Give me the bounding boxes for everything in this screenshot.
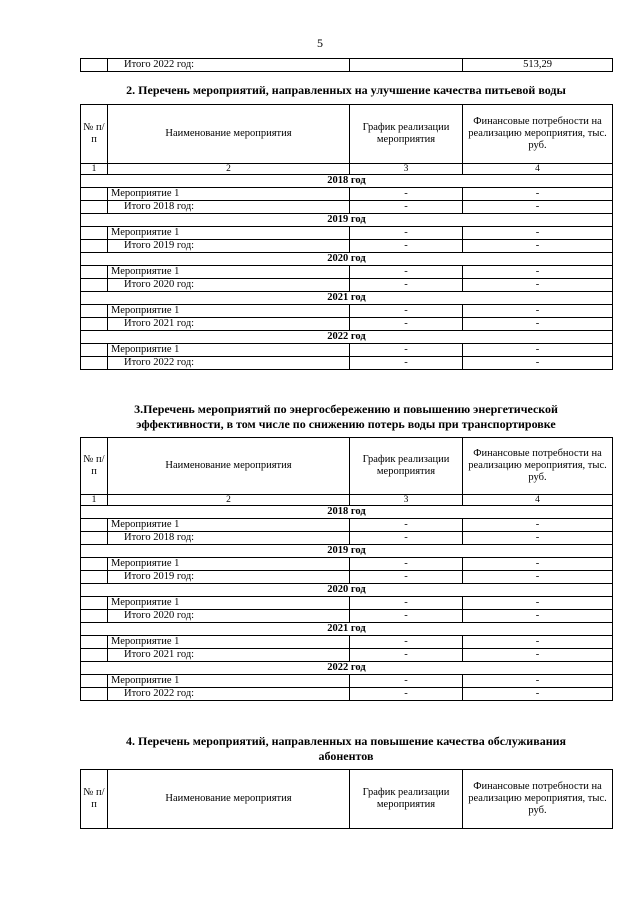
header-row bbox=[81, 770, 613, 829]
year-row bbox=[81, 584, 613, 597]
section-3-title-line2: эффективности, в том числе по снижению потерь воды при транспортировке bbox=[136, 417, 556, 431]
table-row bbox=[81, 279, 613, 292]
column-number-row bbox=[81, 495, 613, 506]
section-4-table bbox=[80, 769, 613, 829]
item-name: Мероприятие 1 bbox=[108, 636, 350, 649]
item-name: Мероприятие 1 bbox=[108, 597, 350, 610]
header-name: Наименование мероприятия bbox=[108, 105, 350, 164]
finance-value: - bbox=[463, 201, 613, 214]
year-label: 2019 год bbox=[81, 545, 613, 558]
finance-value: - bbox=[463, 571, 613, 584]
schedule-value: - bbox=[350, 279, 463, 292]
schedule-value: - bbox=[350, 240, 463, 253]
finance-value: - bbox=[463, 227, 613, 240]
total-label: Итого 2021 год: bbox=[108, 649, 350, 662]
schedule-value: - bbox=[350, 188, 463, 201]
header-finance: Финансовые потребности на реализацию мероприятия, тыс. руб. bbox=[463, 105, 613, 164]
schedule-value: - bbox=[350, 357, 463, 370]
year-row bbox=[81, 545, 613, 558]
header-num: № п/п bbox=[81, 105, 108, 164]
section-3-title bbox=[80, 402, 612, 432]
schedule-value: - bbox=[350, 201, 463, 214]
total-label: Итого 2022 год: bbox=[108, 688, 350, 701]
header-row bbox=[81, 438, 613, 495]
section-3-title-line1: 3.Перечень мероприятий по энергосбережению и повышению энергетической bbox=[134, 402, 558, 416]
item-name: Мероприятие 1 bbox=[108, 519, 350, 532]
finance-value: - bbox=[463, 688, 613, 701]
total-label: Итого 2019 год: bbox=[108, 571, 350, 584]
col-number: 3 bbox=[350, 164, 463, 175]
col-number: 1 bbox=[81, 164, 108, 175]
header-schedule: График реализации мероприятия bbox=[350, 770, 463, 829]
schedule-value: - bbox=[350, 305, 463, 318]
item-name: Мероприятие 1 bbox=[108, 558, 350, 571]
year-row bbox=[81, 623, 613, 636]
table-row bbox=[81, 227, 613, 240]
total-label: Итого 2018 год: bbox=[108, 532, 350, 545]
col-number: 3 bbox=[350, 495, 463, 506]
year-label: 2018 год bbox=[81, 506, 613, 519]
finance-value: - bbox=[463, 636, 613, 649]
header-name: Наименование мероприятия bbox=[108, 438, 350, 495]
schedule-value: - bbox=[350, 519, 463, 532]
year-label: 2022 год bbox=[81, 662, 613, 675]
section-2-title: 2. Перечень мероприятий, направленных на улучшение качества питьевой воды bbox=[126, 83, 566, 97]
table-row bbox=[81, 649, 613, 662]
table-row bbox=[81, 188, 613, 201]
table-row bbox=[81, 532, 613, 545]
finance-value: - bbox=[463, 240, 613, 253]
header-num: № п/п bbox=[81, 770, 108, 829]
table-row bbox=[81, 610, 613, 623]
section-4-title bbox=[80, 734, 612, 764]
schedule-value: - bbox=[350, 636, 463, 649]
year-label: 2019 год bbox=[81, 214, 613, 227]
year-label: 2021 год bbox=[81, 292, 613, 305]
num-cell bbox=[81, 59, 108, 72]
table-row bbox=[81, 318, 613, 331]
year-row bbox=[81, 662, 613, 675]
col-number: 2 bbox=[108, 164, 350, 175]
total-label: Итого 2018 год: bbox=[108, 201, 350, 214]
finance-value: - bbox=[463, 318, 613, 331]
finance-value: - bbox=[463, 675, 613, 688]
schedule-value: - bbox=[350, 688, 463, 701]
schedule-value: - bbox=[350, 558, 463, 571]
total-label: Итого 2022 год: bbox=[108, 59, 350, 72]
year-label: 2021 год bbox=[81, 623, 613, 636]
schedule-value: - bbox=[350, 344, 463, 357]
header-schedule: График реализации мероприятия bbox=[350, 438, 463, 495]
table-row bbox=[81, 240, 613, 253]
total-label: Итого 2021 год: bbox=[108, 318, 350, 331]
item-name: Мероприятие 1 bbox=[108, 344, 350, 357]
section-2-table bbox=[80, 104, 613, 370]
finance-value: - bbox=[463, 558, 613, 571]
year-row bbox=[81, 214, 613, 227]
year-row bbox=[81, 331, 613, 344]
year-label: 2020 год bbox=[81, 584, 613, 597]
finance-value: - bbox=[463, 519, 613, 532]
schedule-value: - bbox=[350, 649, 463, 662]
page-number: 5 bbox=[317, 36, 323, 50]
total-label: Итого 2020 год: bbox=[108, 610, 350, 623]
table-row bbox=[81, 675, 613, 688]
table-row bbox=[81, 558, 613, 571]
finance-value: - bbox=[463, 597, 613, 610]
item-name: Мероприятие 1 bbox=[108, 227, 350, 240]
finance-value: - bbox=[463, 188, 613, 201]
top-total-table bbox=[80, 58, 613, 72]
finance-value: - bbox=[463, 279, 613, 292]
column-number-row bbox=[81, 164, 613, 175]
finance-value: - bbox=[463, 649, 613, 662]
schedule-cell bbox=[350, 59, 463, 72]
total-value: 513,29 bbox=[463, 59, 613, 72]
year-row bbox=[81, 175, 613, 188]
year-label: 2020 год bbox=[81, 253, 613, 266]
year-row bbox=[81, 253, 613, 266]
col-number: 1 bbox=[81, 495, 108, 506]
item-name: Мероприятие 1 bbox=[108, 305, 350, 318]
finance-value: - bbox=[463, 610, 613, 623]
schedule-value: - bbox=[350, 610, 463, 623]
finance-value: - bbox=[463, 305, 613, 318]
table-row bbox=[81, 59, 613, 72]
schedule-value: - bbox=[350, 227, 463, 240]
header-row bbox=[81, 105, 613, 164]
header-num: № п/п bbox=[81, 438, 108, 495]
year-row bbox=[81, 292, 613, 305]
header-finance: Финансовые потребности на реализацию мероприятия, тыс. руб. bbox=[463, 770, 613, 829]
schedule-value: - bbox=[350, 532, 463, 545]
col-number: 2 bbox=[108, 495, 350, 506]
section-3-table bbox=[80, 437, 613, 701]
schedule-value: - bbox=[350, 571, 463, 584]
schedule-value: - bbox=[350, 318, 463, 331]
total-label: Итого 2019 год: bbox=[108, 240, 350, 253]
total-label: Итого 2022 год: bbox=[108, 357, 350, 370]
header-name: Наименование мероприятия bbox=[108, 770, 350, 829]
finance-value: - bbox=[463, 357, 613, 370]
table-row bbox=[81, 357, 613, 370]
table-row bbox=[81, 305, 613, 318]
finance-value: - bbox=[463, 532, 613, 545]
year-label: 2022 год bbox=[81, 331, 613, 344]
col-number: 4 bbox=[463, 495, 613, 506]
finance-value: - bbox=[463, 344, 613, 357]
section-4-title-line2: абонентов bbox=[318, 749, 374, 763]
schedule-value: - bbox=[350, 597, 463, 610]
item-name: Мероприятие 1 bbox=[108, 675, 350, 688]
year-row bbox=[81, 506, 613, 519]
section-4-title-line1: 4. Перечень мероприятий, направленных на повышение качества обслуживания bbox=[125, 734, 567, 748]
table-row bbox=[81, 344, 613, 357]
table-row bbox=[81, 597, 613, 610]
schedule-value: - bbox=[350, 675, 463, 688]
table-row bbox=[81, 519, 613, 532]
total-label: Итого 2020 год: bbox=[108, 279, 350, 292]
finance-value: - bbox=[463, 266, 613, 279]
header-finance: Финансовые потребности на реализацию мероприятия, тыс. руб. bbox=[463, 438, 613, 495]
item-name: Мероприятие 1 bbox=[108, 266, 350, 279]
table-row bbox=[81, 688, 613, 701]
col-number: 4 bbox=[463, 164, 613, 175]
header-schedule: График реализации мероприятия bbox=[350, 105, 463, 164]
table-row bbox=[81, 266, 613, 279]
table-row bbox=[81, 571, 613, 584]
table-row bbox=[81, 636, 613, 649]
year-label: 2018 год bbox=[81, 175, 613, 188]
schedule-value: - bbox=[350, 266, 463, 279]
item-name: Мероприятие 1 bbox=[108, 188, 350, 201]
table-row bbox=[81, 201, 613, 214]
